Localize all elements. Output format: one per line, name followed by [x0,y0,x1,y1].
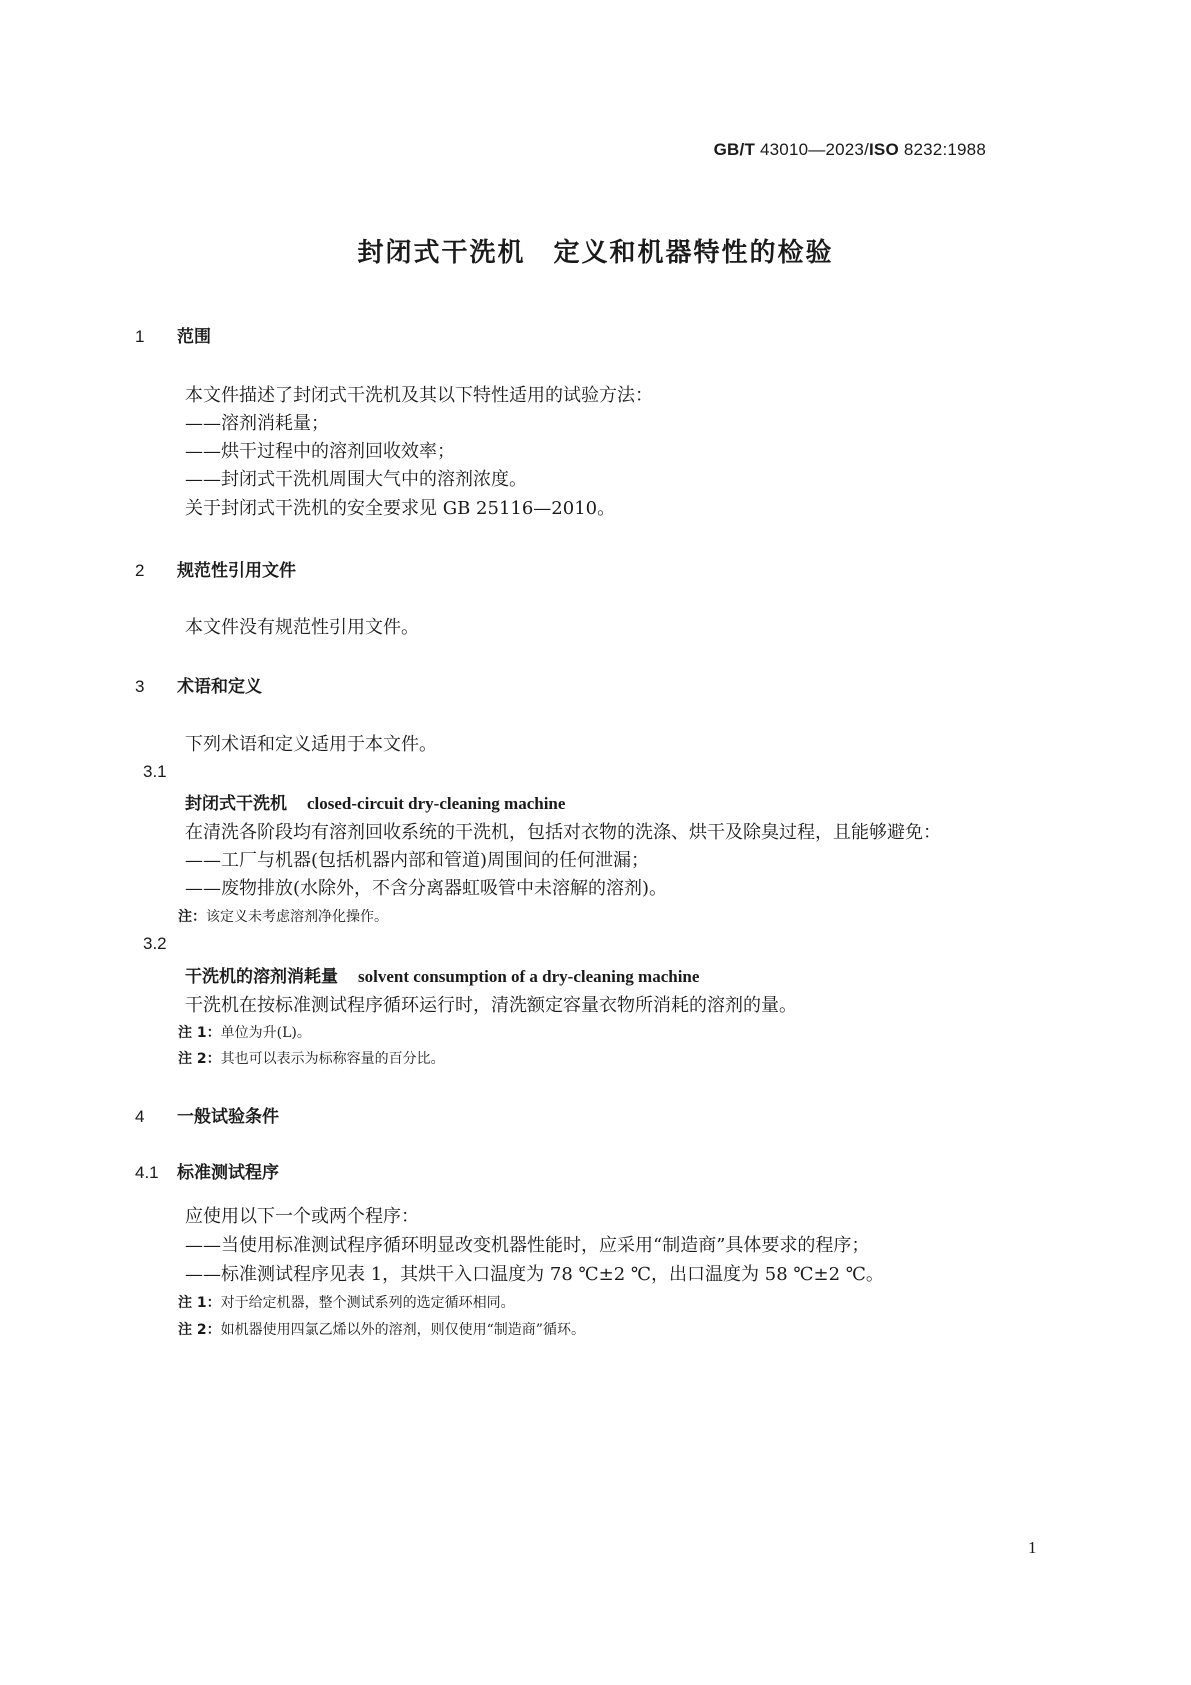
list-item: ——封闭式干洗机周围大气中的溶剂浓度。 [185,469,527,490]
paragraph: 应使用以下一个或两个程序： [185,1206,419,1227]
definition-text: 在清洗各阶段均有溶剂回收系统的干洗机，包括对衣物的洗涤、烘干及除臭过程，且能够避免： [185,822,941,843]
note: 注 2：如机器使用四氯乙烯以外的溶剂，则仅使用“制造商”循环。 [178,1322,585,1338]
page-number: 1 [1028,1538,1037,1557]
list-item: ——工厂与机器(包括机器内部和管道)周围间的任何泄漏； [185,850,650,871]
standard-code: GB/T 43010—2023/ISO 8232:1988 [713,140,986,159]
paragraph: 关于封闭式干洗机的安全要求见 GB 25116—2010。 [185,498,616,519]
note: 注 1：对于给定机器，整个测试系列的选定循环相同。 [178,1295,515,1311]
section-heading-normative-references: 2 规范性引用文件 [135,561,296,581]
paragraph: 本文件没有规范性引用文件。 [185,617,419,638]
section-heading-terms: 3 术语和定义 [135,677,262,697]
section-heading-test-conditions: 4 一般试验条件 [135,1107,279,1127]
term-number: 3.2 [143,934,167,953]
term-heading: 封闭式干洗机 closed-circuit dry-cleaning machine [185,794,566,814]
subsection-heading: 4.1 标准测试程序 [135,1163,279,1183]
definition-text: 干洗机在按标准测试程序循环运行时，清洗额定容量衣物所消耗的溶剂的量。 [185,995,797,1016]
term-heading: 干洗机的溶剂消耗量 solvent consumption of a dry-cleaning machine [185,967,700,987]
list-item: ——当使用标准测试程序循环明显改变机器性能时，应采用“制造商”具体要求的程序； [185,1235,870,1256]
list-item: ——溶剂消耗量； [185,413,329,434]
note: 注：该定义未考虑溶剂净化操作。 [178,909,388,925]
section-heading-scope: 1 范围 [135,327,211,347]
term-number: 3.1 [143,762,167,781]
paragraph: 下列术语和定义适用于本文件。 [185,734,437,755]
paragraph: 本文件描述了封闭式干洗机及其以下特性适用的试验方法： [185,385,653,406]
list-item: ——废物排放(水除外，不含分离器虹吸管中未溶解的溶剂)。 [185,878,668,899]
note: 注 1：单位为升(L)。 [178,1025,311,1041]
list-item: ——标准测试程序见表 1，其烘干入口温度为 78 ℃±2 ℃，出口温度为 58 ℃±2 ℃。 [185,1264,884,1285]
list-item: ——烘干过程中的溶剂回收效率； [185,441,455,462]
document-title: 封闭式干洗机 定义和机器特性的检验 [357,238,834,268]
note: 注 2：其也可以表示为标称容量的百分比。 [178,1051,445,1067]
